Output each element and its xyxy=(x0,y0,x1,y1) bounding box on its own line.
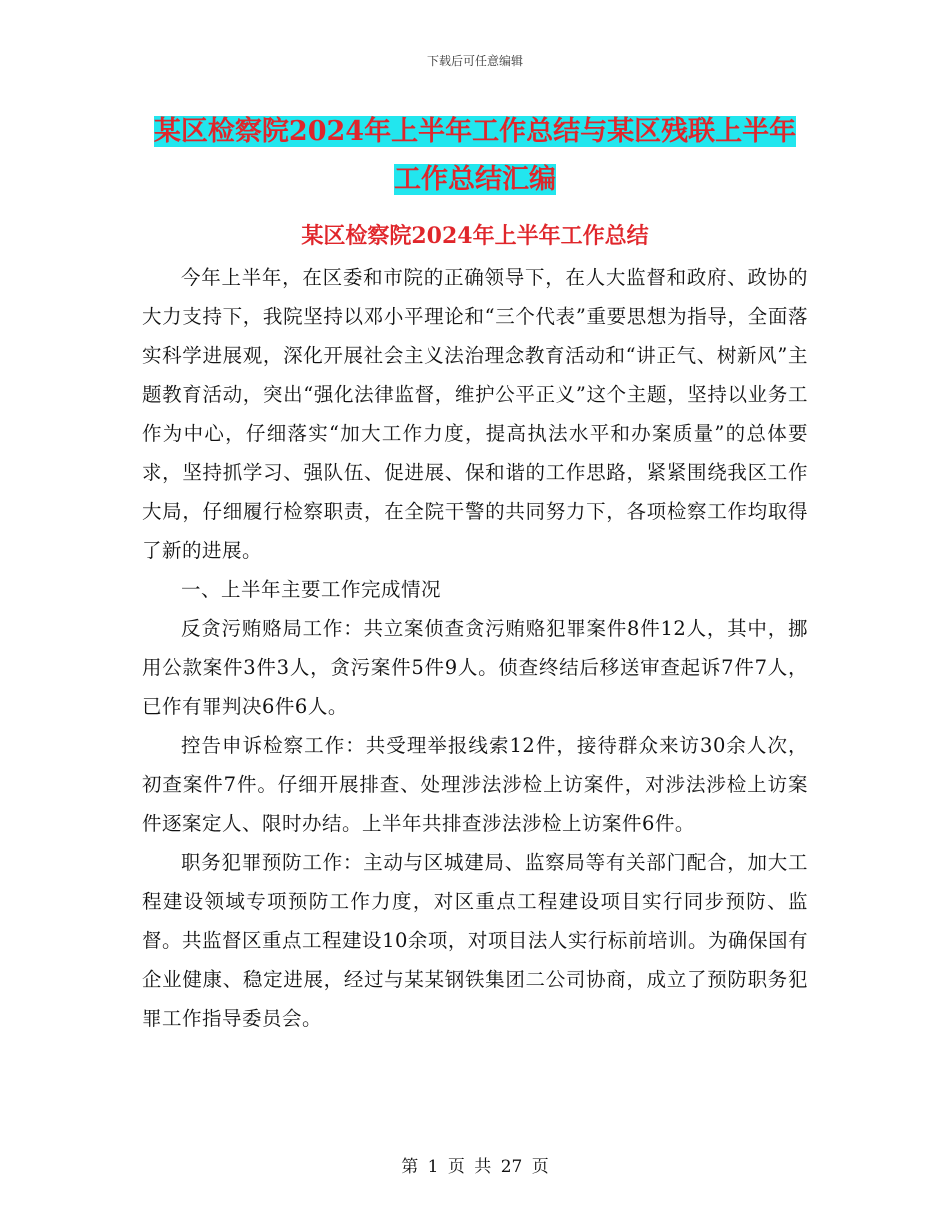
title-line-2: 工作总结汇编 xyxy=(394,164,556,195)
paragraph-intro: 今年上半年，在区委和市院的正确领导下，在人大监督和政府、政协的大力支持下，我院坚持以邓小平理论和“三个代表”重要思想为指导，全面落实科学进展观，深化开展社会主义法治理念教育活动和“讲正气、树新风”主题教育活动，突出“强化法律监督，维护公平正义”这个主题，坚持以业务工作为中心，仔细落实“加大工作力度，提高执法水平和办案质量”的总体要求，坚持抓学习、强队伍、促进展、保和谐的工作思路，紧紧围绕我区工作大局，仔细履行检察职责，在全院干警的共同努力下，各项检察工作均取得了新的进展。 xyxy=(142,266,808,562)
title-line-1: 某区检察院2024年上半年工作总结与某区残联上半年 xyxy=(153,116,797,147)
page-footer: 第 1 页 共 27 页 xyxy=(401,1157,549,1177)
header-note: 下载后可任意编辑 xyxy=(426,54,523,68)
section-title: 某区检察院2024年上半年工作总结 xyxy=(301,223,649,249)
body-text xyxy=(142,258,808,1038)
paragraph-heading-1: 一、上半年主要工作完成情况 xyxy=(181,578,442,601)
document-title xyxy=(140,108,810,204)
paragraph-prevention: 职务犯罪预防工作：主动与区城建局、监察局等有关部门配合，加大工程建设领域专项预防工作力度，对区重点工程建设项目实行同步预防、监督。共监督区重点工程建设10余项，对项目法人实行标前培训。为确保国有企业健康、稳定进展，经过与某某钢铁集团二公司协商，成立了预防职务犯罪工作指导委员会。 xyxy=(142,851,808,1030)
paragraph-complaints: 控告申诉检察工作：共受理举报线索12件，接待群众来访30余人次，初查案件7件。仔细开展排查、处理涉法涉检上访案件，对涉法涉检上访案件逐案定人、限时办结。上半年共排查涉法涉检上访案件6件。 xyxy=(142,734,808,835)
paragraph-anti-corruption: 反贪污贿赂局工作：共立案侦查贪污贿赂犯罪案件8件12人，其中，挪用公款案件3件3人，贪污案件5件9人。侦查终结后移送审查起诉7件7人，已作有罪判决6件6人。 xyxy=(142,617,808,718)
